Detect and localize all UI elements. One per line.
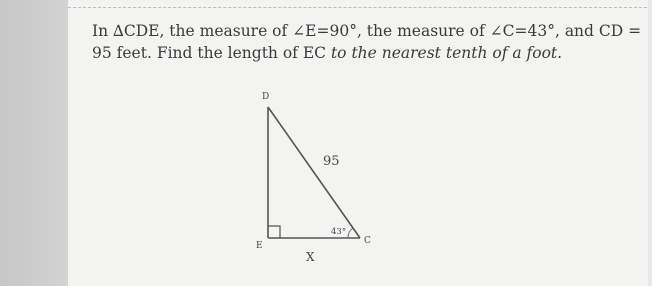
vertex-d-label: D (262, 92, 270, 102)
question-precision: to the nearest tenth of a foot (330, 44, 558, 62)
angle-c-arc (348, 228, 353, 238)
angle-c-label: 43° (331, 227, 347, 237)
right-angle-marker (268, 226, 280, 238)
vertex-c-label: C (364, 236, 371, 246)
right-edge (648, 0, 652, 286)
side-dc-hypotenuse (268, 107, 360, 238)
question-end: . (557, 44, 563, 62)
triangle-figure (240, 82, 400, 272)
vertex-e-label: E (256, 241, 263, 251)
question-main: In ∆CDE, the measure of ∠E=90°, the measure of ∠C=43°, and CD = 95 feet. Find the length of EC (92, 22, 642, 62)
unknown-side-label: X (306, 250, 315, 264)
left-margin-strip (0, 0, 68, 286)
hypotenuse-length-label: 95 (323, 154, 340, 169)
question-text (92, 20, 648, 64)
top-dashed-divider (68, 7, 652, 8)
